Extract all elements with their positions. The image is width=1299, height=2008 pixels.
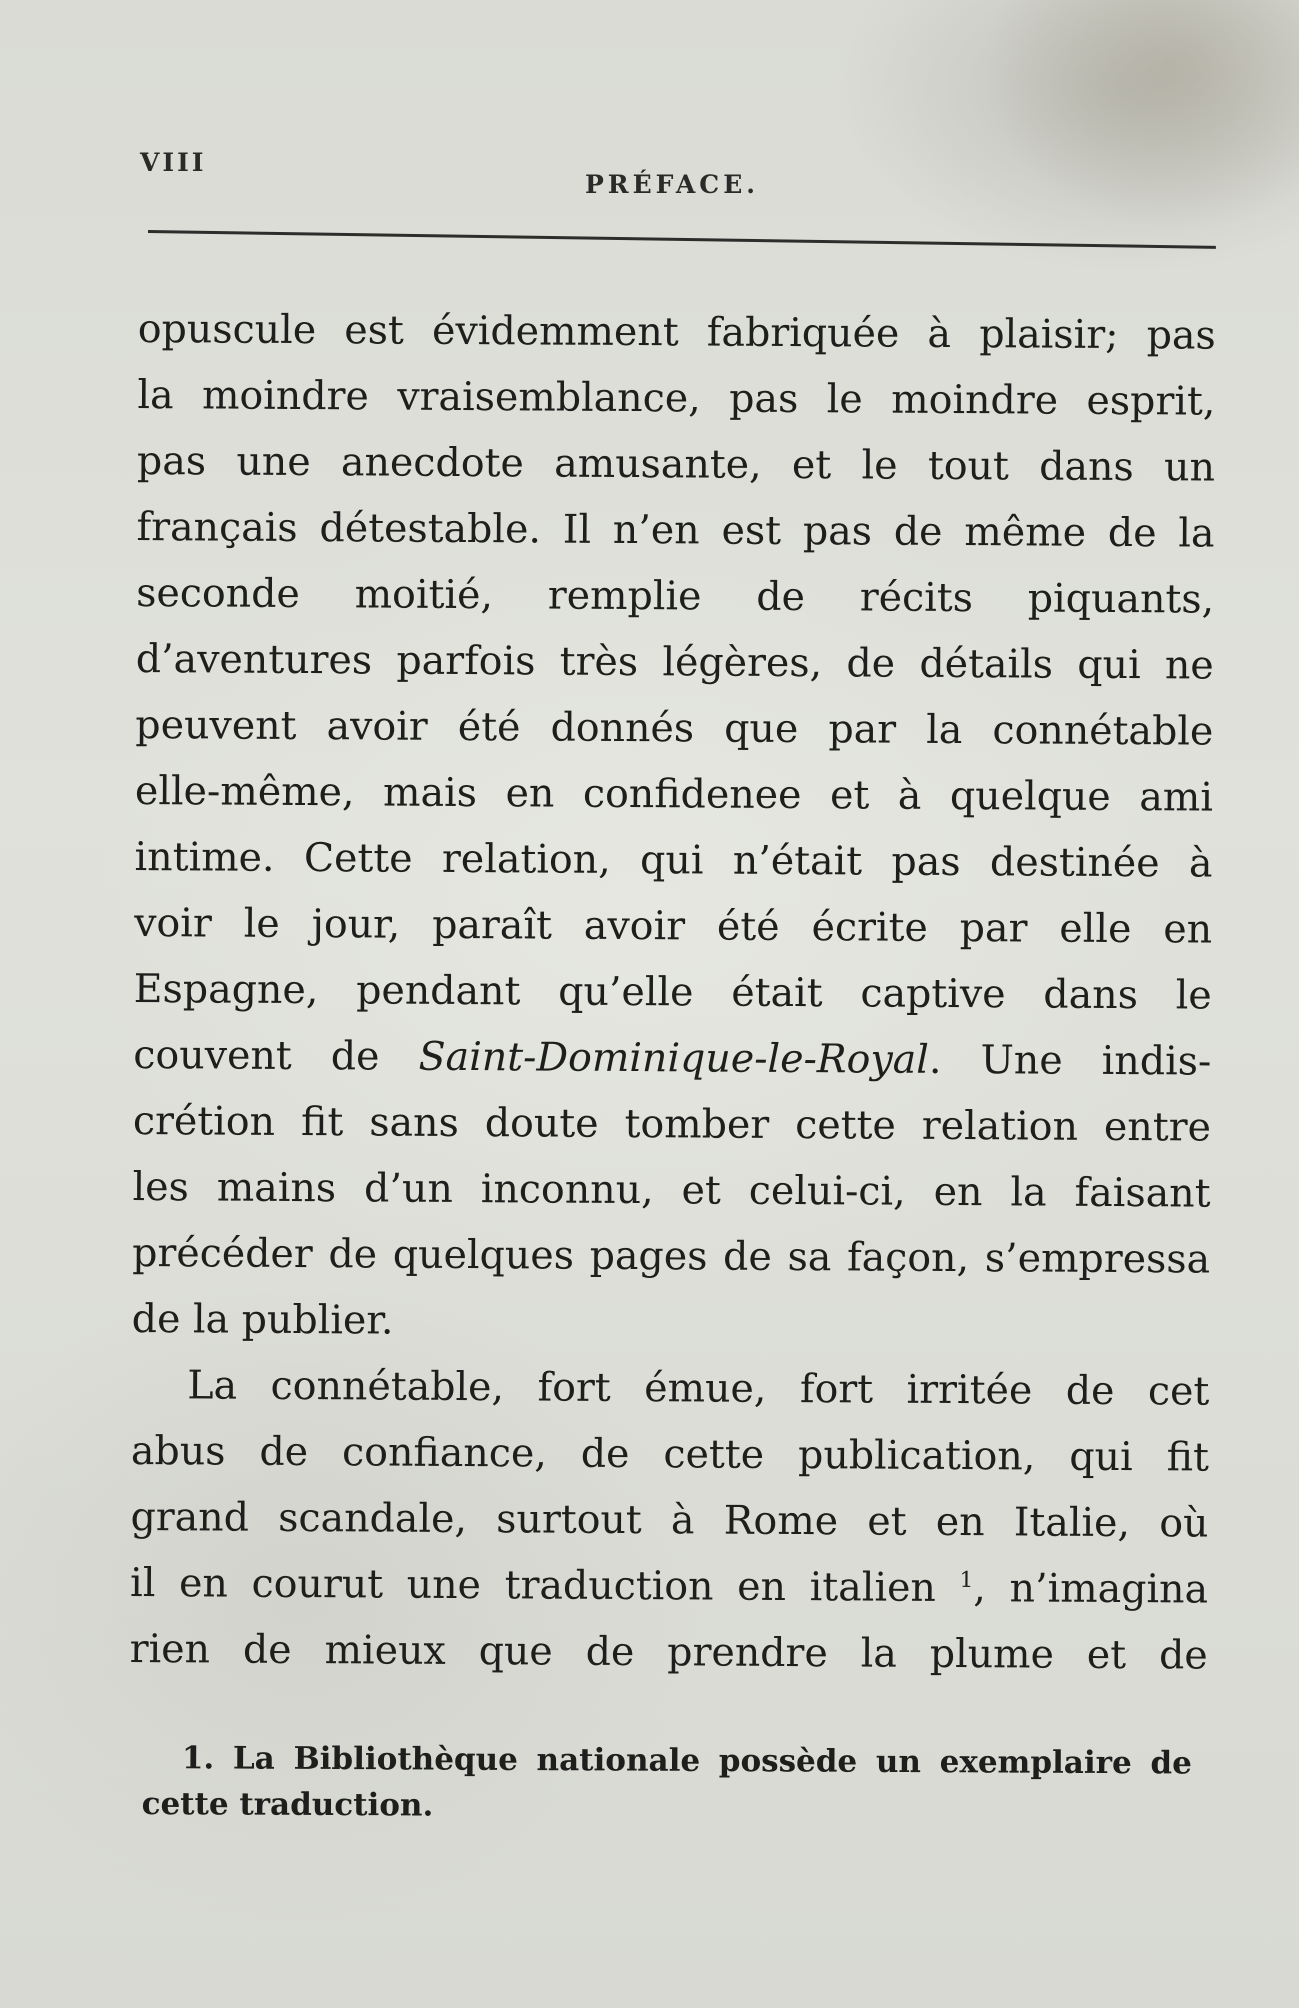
text-segment: , n’imagina xyxy=(973,1565,1209,1613)
footnote-line: 1. La Bibliothèque nationale possède un exemplaire de xyxy=(181,1740,1192,1782)
text-segment: . Une indis- xyxy=(928,1036,1212,1085)
text-line: grand scandale, surtout à Rome et en Italie, où xyxy=(130,1493,1209,1547)
text-line: précéder de quelques pages de sa façon, s’empressa xyxy=(132,1229,1211,1283)
body-text xyxy=(130,296,1216,1689)
text-segment: il en courut une traduction en italien xyxy=(129,1559,960,1612)
text-line-with-footnote-ref xyxy=(130,1550,1208,1623)
footnote xyxy=(142,1735,1192,1832)
page-number: VIII xyxy=(140,148,207,177)
text-line: la moindre vraisemblance, pas le moindre esprit, xyxy=(137,371,1216,425)
text-line: voir le jour, paraît avoir été écrite par elle en xyxy=(134,899,1213,953)
text-line: seconde moitié, remplie de récits piquants, xyxy=(136,569,1215,623)
text-line: intime. Cette relation, qui n’était pas destinée à xyxy=(134,833,1213,887)
text-line: opuscule est évidemment fabriquée à plaisir; pas xyxy=(137,305,1216,359)
running-head: PRÉFACE. xyxy=(585,170,759,199)
text-line: peuvent avoir été donnés que par la connétable xyxy=(135,701,1214,755)
text-segment: couvent de xyxy=(133,1031,419,1080)
italic-title: Saint-Dominique-le-Royal xyxy=(418,1033,930,1083)
text-line: d’aventures parfois très légères, de détails qui ne xyxy=(135,635,1214,689)
text-line: de la publier. xyxy=(131,1295,394,1344)
page-header xyxy=(140,148,1215,199)
text-line: français détestable. Il n’en est pas de même de la xyxy=(136,503,1215,557)
text-line: abus de confiance, de cette publication, qui fit xyxy=(130,1427,1210,1481)
footnote-line: cette traduction. xyxy=(141,1785,434,1824)
text-line: pas une anecdote amusante, et le tout dans un xyxy=(136,437,1216,491)
text-line-with-italic xyxy=(133,1022,1211,1095)
text-line: rien de mieux que de prendre la plume et de xyxy=(129,1625,1208,1679)
text-line: crétion fit sans doute tomber cette relation entre xyxy=(132,1097,1212,1151)
text-line: Espagne, pendant qu’elle était captive dans le xyxy=(133,965,1212,1019)
text-line: elle-même, mais en confidenee et à quelque ami xyxy=(134,767,1214,821)
text-line: les mains d’un inconnu, et celui-ci, en la faisant xyxy=(132,1163,1211,1217)
footnote-reference: 1 xyxy=(959,1567,974,1593)
header-rule xyxy=(148,230,1216,249)
water-stain xyxy=(980,0,1299,230)
paragraph-first-line: La connétable, fort émue, fort irritée de cet xyxy=(187,1362,1210,1415)
